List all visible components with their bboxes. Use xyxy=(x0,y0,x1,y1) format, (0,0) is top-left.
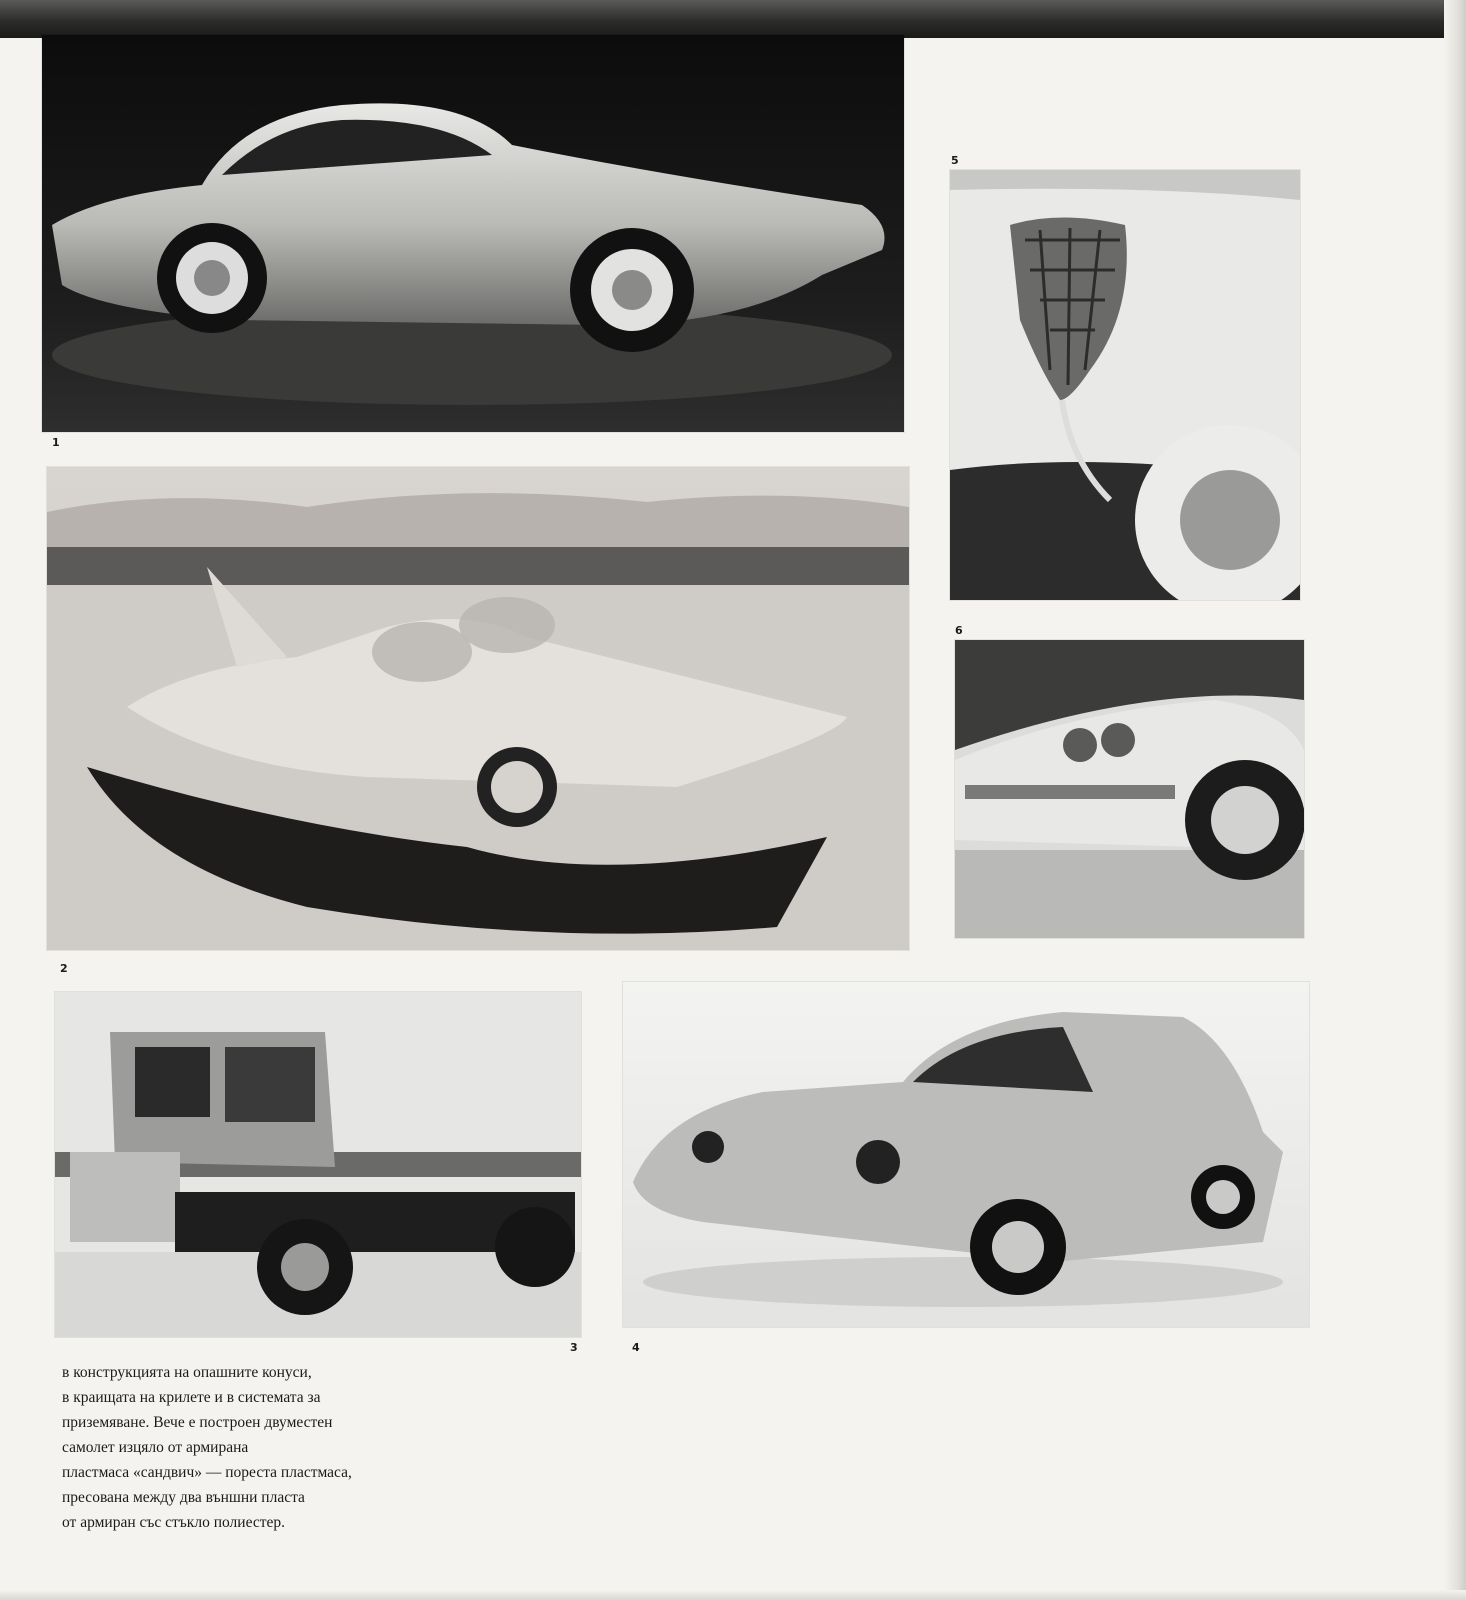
caption-line: в конструкцията на опашните конуси, xyxy=(62,1364,312,1381)
photo-3-truck-cab xyxy=(55,992,581,1337)
caption-line: пресована между два външни пласта xyxy=(62,1489,305,1506)
figure-number-1: 1 xyxy=(52,436,60,449)
scan-right-edge xyxy=(1444,0,1466,1600)
scan-top-border xyxy=(0,0,1466,38)
caption-text xyxy=(62,1360,492,1535)
caption-line: приземяване. Вече е построен двуместен xyxy=(62,1414,333,1431)
photo-5-fender-bag xyxy=(950,170,1300,600)
caption-line: в краищата на крилете и в системата за xyxy=(62,1389,321,1406)
photo-2-concept-car xyxy=(47,467,909,950)
figure-number-3: 3 xyxy=(570,1341,578,1354)
figure-number-6: 6 xyxy=(955,624,963,637)
figure-number-2: 2 xyxy=(60,962,68,975)
figure-number-4: 4 xyxy=(632,1341,640,1354)
photo-6-compact-car xyxy=(955,640,1304,938)
caption-line: самолет изцяло от армирана xyxy=(62,1439,249,1456)
caption-line: пластмаса «сандвич» — пореста пластмаса, xyxy=(62,1464,352,1481)
scan-bottom-edge xyxy=(0,1590,1466,1600)
caption-line: от армиран със стъкло полиестер. xyxy=(62,1514,285,1531)
photo-4-coupe xyxy=(623,982,1309,1327)
figure-number-5: 5 xyxy=(951,154,959,167)
photo-1-sports-coupe xyxy=(42,35,904,432)
